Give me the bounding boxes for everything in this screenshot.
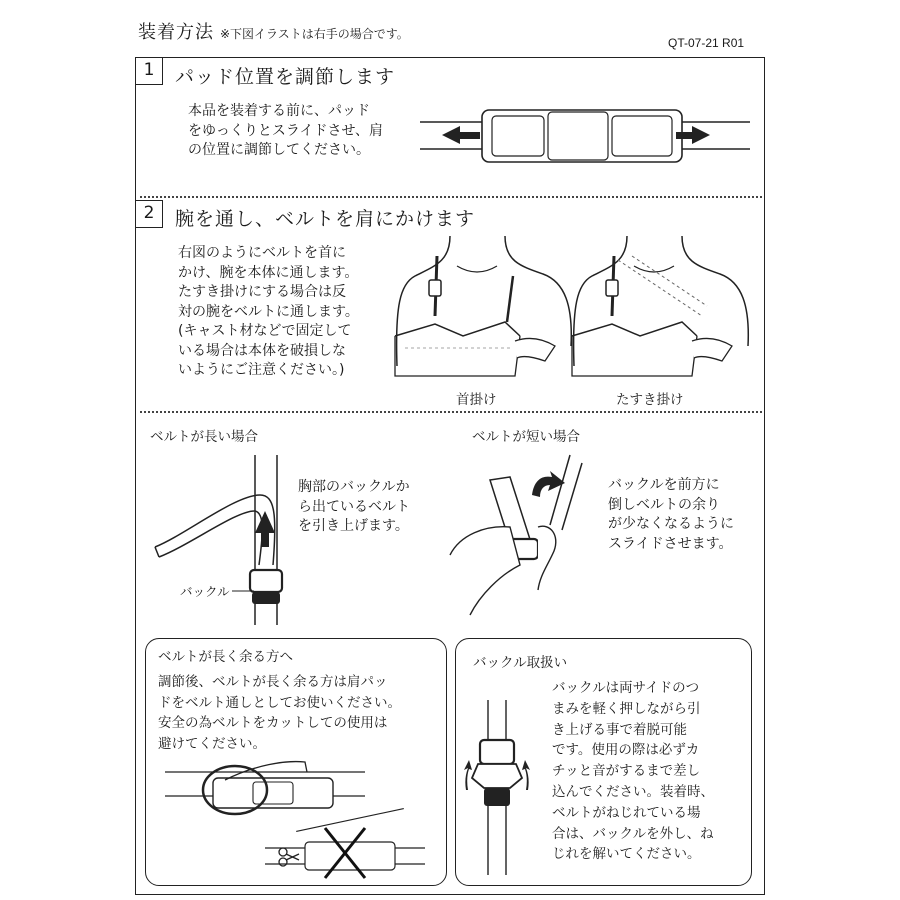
up-arrow-icon xyxy=(255,511,275,547)
buckle-release-illustration xyxy=(462,700,547,875)
belt-long-tip-heading: ベルトが長く余る方へ xyxy=(158,649,293,665)
buckle-handling-body: バックルは両サイドのつ まみを軽く押しながら引 き上げる事で着脱可能 です。使用の際は必ずカ チッと音がするまで差し 込んでください。装着時、 ベルトがねじれている場 合は、バックルを外し、ね じれを解いてください。 xyxy=(552,680,714,863)
title-note: ※下図イラストは右手の場合です。 xyxy=(220,27,409,41)
title-text: 装着方法 xyxy=(138,22,214,43)
divider-2 xyxy=(140,411,762,413)
neck-hang-illustration xyxy=(395,236,575,386)
scissors-icon xyxy=(279,848,299,866)
cross-hang-illustration xyxy=(572,236,752,386)
belt-long-tip-body: 調節後、ベルトが長く余る方は肩パッ ドをベルト通しとしてお使いください。 安全の為ベルトをカットしての使用は 避けてください。 xyxy=(158,674,401,752)
divider-1 xyxy=(140,196,762,198)
pad-slide-illustration xyxy=(420,108,750,170)
step1-title: パッド位置を調節します xyxy=(175,66,396,88)
caption-cross-hang: たすき掛け xyxy=(616,392,684,408)
document-code: QT-07-21 R01 xyxy=(668,36,745,50)
step1-body: 本品を装着する前に、パッド をゆっくりとスライドさせ、肩 の位置に調節してください。 xyxy=(188,103,384,158)
step1-number: 1 xyxy=(136,58,163,85)
belt-short-body: バックルを前方に 倒しベルトの余り が少なくなるように スライドさせます。 xyxy=(608,477,734,552)
step2-title: 腕を通し、ベルトを肩にかけます xyxy=(175,208,476,230)
caption-neck-hang: 首掛け xyxy=(456,392,497,408)
pad-as-belt-loop-illustration xyxy=(165,760,435,880)
belt-long-heading: ベルトが長い場合 xyxy=(150,429,258,445)
left-arrow-icon xyxy=(442,126,480,144)
page-title xyxy=(138,18,409,44)
step2-body: 右図のようにベルトを首に かけ、腕を本体に通します。 たすき掛けにする場合は反 対の腕をベルトに通します。 (キャスト材などで固定して いる場合は本体を破損しな いようにご注意ください。) xyxy=(178,245,359,378)
step2-number: 2 xyxy=(136,200,163,228)
belt-short-heading: ベルトが短い場合 xyxy=(472,429,580,445)
belt-long-body: 胸部のバックルか ら出ているベルト を引き上げます。 xyxy=(298,479,410,534)
curved-arrow-icon xyxy=(532,471,565,497)
buckle-pointer-line xyxy=(232,590,256,594)
buckle-label: バックル xyxy=(180,584,230,599)
buckle-handling-heading: バックル取扱い xyxy=(473,655,568,671)
buckle-tilt-illustration xyxy=(450,455,600,615)
